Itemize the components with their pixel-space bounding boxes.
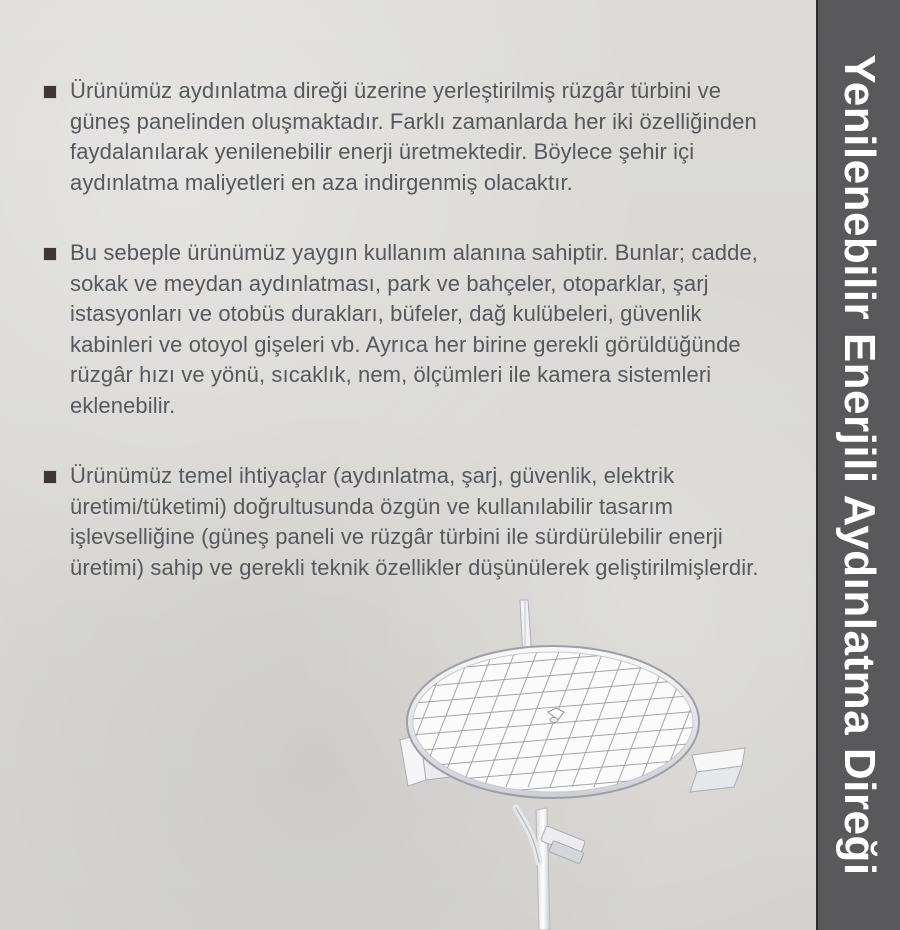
bullet-text-3: Ürünümüz temel ihtiyaçlar (aydınlatma, şarj, güvenlik, elektrik üretimi/tüketimi) doğrultusunda özgün ve kullanılabilir tasarım işlevselliğine (güneş paneli ve rüzgâr türbini ile sürdürülebilir enerji üretimi) sahip ve gerekli teknik özellikler düşünülerek geliştirilmişlerdir. — [70, 463, 759, 580]
side-title: Yenilenebilir Enerjili Aydınlatma Direği — [835, 54, 884, 876]
bullet-square-icon — [44, 471, 56, 483]
feature-bullet-list — [40, 76, 780, 623]
bullet-text-1: Ürünümüz aydınlatma direği üzerine yerleştirilmiş rüzgâr türbini ve güneş panelinden oluşmaktadır. Farklı zamanlarda her iki özelliğinden faydalanılarak yenilenebilir enerji üretmektedir. Böylece şehir içi aydınlatma maliyetleri en aza indirgenmiş olacaktır. — [70, 78, 757, 195]
solar-wind-lamp-illustration — [390, 590, 780, 930]
side-title-banner — [816, 0, 900, 930]
pole-assembly-icon — [516, 808, 585, 930]
bullet-item-1 — [40, 76, 780, 198]
bullet-item-2 — [40, 238, 780, 421]
bullet-square-icon — [44, 248, 56, 260]
bullet-text-2: Bu sebeple ürünümüz yaygın kullanım alanına sahiptir. Bunlar; cadde, sokak ve meydan aydınlatması, park ve bahçeler, otoparklar, şarj istasyonları ve otobüs durakları, büfeler, dağ kulübeleri, güvenlik kabinleri ve otoyol gişeleri vb. Ayrıca her birine gerekli görüldüğünde rüzgâr hızı ve yönü, sıcaklık, nem, ölçümleri ile kamera sistemleri eklenebilir. — [70, 240, 758, 418]
bullet-item-3 — [40, 461, 780, 583]
bullet-square-icon — [44, 86, 56, 98]
